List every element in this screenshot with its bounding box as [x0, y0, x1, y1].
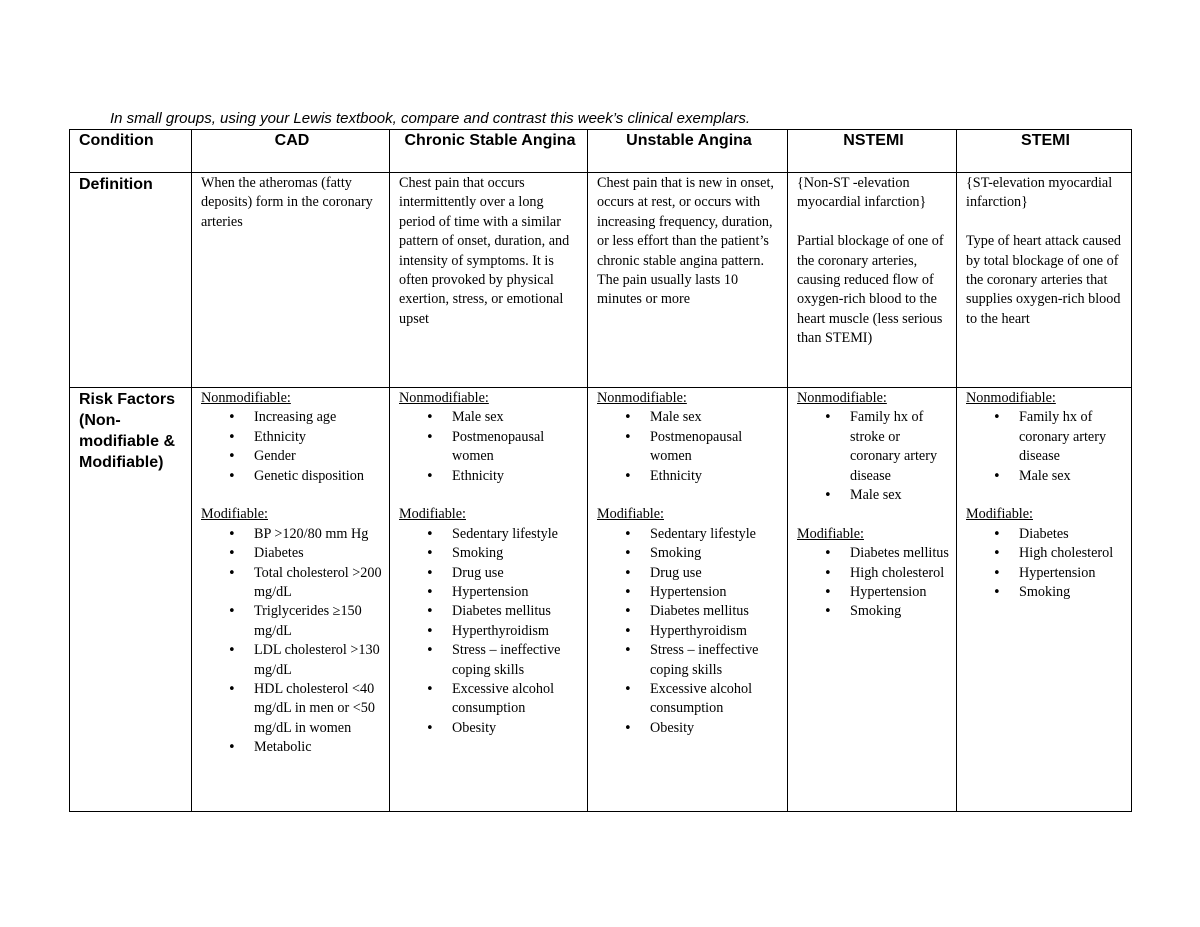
- list-item: • Hyperthyroidism: [650, 622, 781, 641]
- list-item: • Drug use: [650, 564, 781, 583]
- header-condition: Condition: [70, 130, 192, 173]
- list-item: • Increasing age: [254, 408, 383, 427]
- row-label-definition: Definition: [70, 173, 192, 388]
- definition-cad: When the atheromas (fatty deposits) form in the coronary arteries: [192, 173, 390, 388]
- list-item: • Stress – ineffective coping skills: [650, 641, 781, 680]
- list-item: • HDL cholesterol <40 mg/dL in men or <50 mg/dL in women: [254, 680, 383, 738]
- list-item: • Drug use: [452, 564, 581, 583]
- header-chronic-stable-angina: Chronic Stable Angina: [390, 130, 588, 173]
- nstemi-description: Partial blockage of one of the coronary arteries, causing reduced flow of oxygen-rich blood to the heart muscle (less serious than STEMI): [797, 233, 944, 347]
- list-item: • Gender: [254, 447, 383, 466]
- nstemi-nonmodifiable-list: [797, 408, 950, 505]
- risk-cad: [192, 388, 390, 812]
- list-item: • Postmenopausal women: [650, 428, 781, 467]
- definition-row: [70, 173, 1132, 388]
- risk-stemi: [957, 388, 1132, 812]
- list-item: • Total cholesterol >200 mg/dL: [254, 564, 383, 603]
- list-item: • Smoking: [1019, 583, 1125, 602]
- list-item: • Male sex: [452, 408, 581, 427]
- unstable-modifiable-list: [597, 525, 781, 738]
- risk-nstemi: [788, 388, 957, 812]
- list-item: • Family hx of coronary artery disease: [1019, 408, 1125, 466]
- header-unstable-angina: Unstable Angina: [588, 130, 788, 173]
- list-item: • Diabetes mellitus: [850, 544, 950, 563]
- list-item: • Smoking: [850, 602, 950, 621]
- list-item: • High cholesterol: [1019, 544, 1125, 563]
- chronic-nonmodifiable-list: [399, 408, 581, 486]
- header-row: [70, 130, 1132, 173]
- list-item: • Smoking: [650, 544, 781, 563]
- list-item: • Stress – ineffective coping skills: [452, 641, 581, 680]
- list-item: • Diabetes mellitus: [452, 602, 581, 621]
- row-label-risk-factors: Risk Factors (Non-modifiable & Modifiable): [70, 388, 192, 812]
- definition-chronic-stable-angina: Chest pain that occurs intermittently over a long period of time with a similar pattern of onset, duration, and intensity of symptoms. It is often provoked by physical exertion, stress, or emotional upset: [390, 173, 588, 388]
- modifiable-heading: Modifiable:: [597, 506, 664, 523]
- definition-nstemi: [788, 173, 957, 388]
- list-item: • Triglycerides ≥150 mg/dL: [254, 602, 383, 641]
- list-item: • Excessive alcohol consumption: [650, 680, 781, 719]
- risk-factors-row: [70, 388, 1132, 812]
- list-item: • Male sex: [1019, 467, 1125, 486]
- list-item: • Family hx of stroke or coronary artery disease: [850, 408, 950, 486]
- header-stemi: STEMI: [957, 130, 1132, 173]
- list-item: • Diabetes: [254, 544, 383, 563]
- list-item: • Hypertension: [452, 583, 581, 602]
- list-item: • Metabolic: [254, 738, 383, 757]
- list-item: • Ethnicity: [254, 428, 383, 447]
- header-nstemi: NSTEMI: [788, 130, 957, 173]
- list-item: • Obesity: [650, 719, 781, 738]
- list-item: • Diabetes: [1019, 525, 1125, 544]
- nstemi-modifiable-list: [797, 544, 950, 622]
- unstable-nonmodifiable-list: [597, 408, 781, 486]
- modifiable-heading: Modifiable:: [797, 525, 864, 542]
- nonmodifiable-heading: Nonmodifiable:: [201, 390, 291, 406]
- definition-stemi: [957, 173, 1132, 388]
- list-item: • Smoking: [452, 544, 581, 563]
- list-item: • Postmenopausal women: [452, 428, 581, 467]
- nstemi-full-name: {Non-ST -elevation myocardial infarction}: [797, 175, 927, 211]
- modifiable-heading: Modifiable:: [201, 506, 268, 523]
- list-item: • Hypertension: [1019, 564, 1125, 583]
- list-item: • Male sex: [650, 408, 781, 427]
- list-item: • Ethnicity: [650, 467, 781, 486]
- stemi-modifiable-list: [966, 525, 1125, 603]
- nonmodifiable-heading: Nonmodifiable:: [797, 390, 887, 406]
- list-item: • Sedentary lifestyle: [452, 525, 581, 544]
- list-item: • Sedentary lifestyle: [650, 525, 781, 544]
- nonmodifiable-heading: Nonmodifiable:: [597, 390, 687, 406]
- definition-unstable-angina: Chest pain that is new in onset, occurs at rest, or occurs with increasing frequency, duration, or less effort than the patient’s chronic stable angina pattern. The pain usually lasts 10 minutes or more: [588, 173, 788, 388]
- list-item: • Male sex: [850, 486, 950, 505]
- list-item: • Hypertension: [850, 583, 950, 602]
- list-item: • Diabetes mellitus: [650, 602, 781, 621]
- cad-modifiable-list: [201, 525, 383, 758]
- cad-nonmodifiable-list: [201, 408, 383, 486]
- list-item: • Excessive alcohol consumption: [452, 680, 581, 719]
- nonmodifiable-heading: Nonmodifiable:: [399, 390, 489, 406]
- list-item: • Hypertension: [650, 583, 781, 602]
- list-item: • Genetic disposition: [254, 467, 383, 486]
- list-item: • BP >120/80 mm Hg: [254, 525, 383, 544]
- risk-unstable-angina: [588, 388, 788, 812]
- list-item: • Obesity: [452, 719, 581, 738]
- nonmodifiable-heading: Nonmodifiable:: [966, 390, 1056, 406]
- list-item: • LDL cholesterol >130 mg/dL: [254, 641, 383, 680]
- list-item: • Hyperthyroidism: [452, 622, 581, 641]
- stemi-description: Type of heart attack caused by total blockage of one of the coronary arteries that supplies oxygen-rich blood to the heart: [966, 233, 1121, 327]
- list-item: • Ethnicity: [452, 467, 581, 486]
- modifiable-heading: Modifiable:: [399, 506, 466, 523]
- list-item: • High cholesterol: [850, 564, 950, 583]
- instructions-text: In small groups, using your Lewis textbook, compare and contrast this week’s clinical exemplars.: [110, 110, 751, 127]
- chronic-modifiable-list: [399, 525, 581, 738]
- risk-chronic-stable-angina: [390, 388, 588, 812]
- stemi-nonmodifiable-list: [966, 408, 1125, 486]
- modifiable-heading: Modifiable:: [966, 506, 1033, 523]
- header-cad: CAD: [192, 130, 390, 173]
- stemi-full-name: {ST-elevation myocardial infarction}: [966, 175, 1113, 211]
- comparison-table: [69, 129, 1132, 812]
